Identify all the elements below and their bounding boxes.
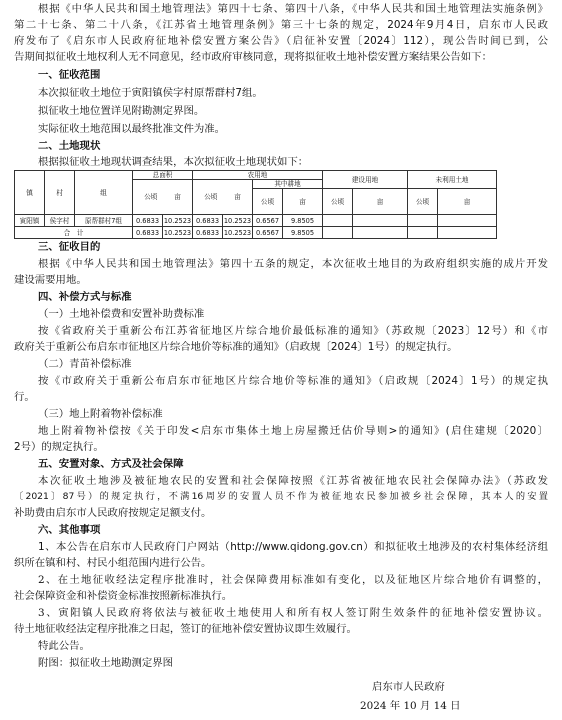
status-intro: 根据拟征收土地现状调查结果，本次拟征收土地现状如下： <box>38 156 309 168</box>
compensation-p1-line-2: 政府关于重新公布启东市征地区片综合地价等标准的通知》（启政规〔2024〕1号）的规定执行。 <box>14 341 458 353</box>
purpose-line-1: 根据《中华人民共和国土地管理法》第四十五条的规定，本次征收土地目的为政府组织实施的成片开发 <box>38 258 548 270</box>
scope-line-2: 拟征收土地位置详见附勘测定界图。 <box>38 105 205 117</box>
resettlement-line-1: 本次征收土地涉及被征地农民的安置和社会保障按照《江苏省被征地农民社会保障办法》（苏政发 <box>38 475 548 487</box>
purpose-line-2: 建设需要用地。 <box>14 274 87 286</box>
compensation-p3-line-1: 地上附着物补偿按《关于印发<启东市集体土地上房屋搬迁估价导则>的通知》(启住建规〔2020〕 <box>38 425 548 437</box>
table-total-row: 合 计 0.6833 10.2523 0.6833 10.2523 0.6567 9.8505 <box>15 227 497 239</box>
resettlement-line-3: 补助费由启东市人民政府按规定足额支付。 <box>14 507 212 519</box>
compensation-sub-1: （一）土地补偿费和安置补助费标准 <box>38 308 205 320</box>
scope-line-3: 实际征收土地范围以最终批准文件为准。 <box>38 123 226 135</box>
unit-cultivated-ha: 公顷 <box>253 189 283 215</box>
unit-cultivated-mu: 亩 <box>283 189 323 215</box>
header-construction: 建设用地 <box>323 171 408 189</box>
scope-line-1: 本次拟征收土地位于寅阳镇侯字村原帮群村7组。 <box>38 87 263 99</box>
header-village: 村 <box>45 171 75 215</box>
closing-notice: 特此公告。 <box>38 640 90 652</box>
other-p3-line-2: 待土地征收经法定程序批准之日起，签订的征地补偿安置协议即生效履行。 <box>14 623 357 635</box>
signature-org: 启东市人民政府 <box>372 681 445 693</box>
header-unused: 未利用土地 <box>408 171 497 189</box>
other-p3-line-1: 3、寅阳镇人民政府将依法与被征收土地使用人和所有权人签订附生效条件的征地补偿安置协议。 <box>38 607 548 619</box>
intro-line-4: 告期间拟征收土地权利人无不同意见，经市政府审核同意，现将拟征收土地补偿安置方案结果公告如下： <box>14 51 492 63</box>
intro-line-1: 根据《中华人民共和国土地管理法》第四十七条、第四十八条，《中华人民共和国土地管理法实施条例》 <box>38 3 548 15</box>
compensation-sub-2: （二）青苗补偿标准 <box>38 358 132 370</box>
unit-construction-ha: 公顷 <box>323 189 353 215</box>
table-row: 寅阳镇 侯字村 原帮群村7组 0.6833 10.2523 0.6833 10.2523 0.6567 9.8505 <box>15 215 497 227</box>
unit-unused-ha: 公顷 <box>408 189 438 215</box>
land-status-table <box>14 170 497 239</box>
signature-date: 2024 年 10 月 14 日 <box>360 700 461 712</box>
section-title-compensation: 四、补偿方式与标准 <box>38 291 132 303</box>
other-p2-line-1: 2、在土地征收经法定程序批准时，社会保障费用标准如有变化，以及征地区片综合地价有调整的， <box>38 574 548 586</box>
attachment-note: 附图：拟征收土地勘测定界图 <box>38 657 174 669</box>
section-title-resettlement: 五、安置对象、方式及社会保障 <box>38 458 184 470</box>
intro-line-2: 第二十七条、第二十八条，《江苏省土地管理条例》第三十七条的规定，2024年9月4日，启东市人民政 <box>14 19 548 31</box>
header-cultivated: 其中耕地 <box>253 180 323 189</box>
other-p1-line-1: 1、本公告在启东市人民政府门户网站（http://www.qidong.gov.cn）和拟征收土地涉及的农村集体经济组 <box>38 541 548 553</box>
header-total-area: 总面积 <box>133 171 193 180</box>
unit-unused-mu: 亩 <box>438 189 497 215</box>
compensation-p2-line-1: 按《市政府关于重新公布启东市征地区片综合地价等标准的通知》（启政规〔2024〕1号）的规定执 <box>38 375 548 387</box>
header-group: 组 <box>75 171 133 215</box>
header-town: 镇 <box>15 171 45 215</box>
section-title-purpose: 三、征收目的 <box>38 241 101 253</box>
resettlement-line-2: 〔2021〕87号）的规定执行，不满16周岁的安置人员不作为被征地农民参加被乡社会保障，其本人的安置 <box>14 491 548 502</box>
section-title-other: 六、其他事项 <box>38 524 101 536</box>
section-title-scope: 一、征收范围 <box>38 69 101 81</box>
section-title-status: 二、土地现状 <box>38 140 101 152</box>
compensation-p1-line-1: 按《省政府关于重新公布江苏省征地区片综合地价最低标准的通知》（苏政规〔2023〕12号）和《市 <box>38 325 548 337</box>
header-total-units: 公顷 亩 <box>133 180 193 215</box>
header-farmland: 农用地 <box>193 171 323 180</box>
other-p2-line-2: 社会保障资金和补偿资金标准按照新标准执行。 <box>14 590 233 602</box>
compensation-sub-3: （三）地上附着物补偿标准 <box>38 408 163 420</box>
compensation-p3-line-2: 2号）的规定执行。 <box>14 441 104 453</box>
other-p1-line-2: 织所在镇和村、村民小组范围内进行公告。 <box>14 557 212 569</box>
unit-construction-mu: 亩 <box>353 189 408 215</box>
intro-line-3: 府发布了《启东市人民政府征地补偿安置方案公告》（启征补安置〔2024〕112），现公告时间已到，公 <box>14 35 548 47</box>
compensation-p2-line-2: 行。 <box>14 391 35 403</box>
header-farm-units: 公顷 亩 <box>193 180 253 215</box>
